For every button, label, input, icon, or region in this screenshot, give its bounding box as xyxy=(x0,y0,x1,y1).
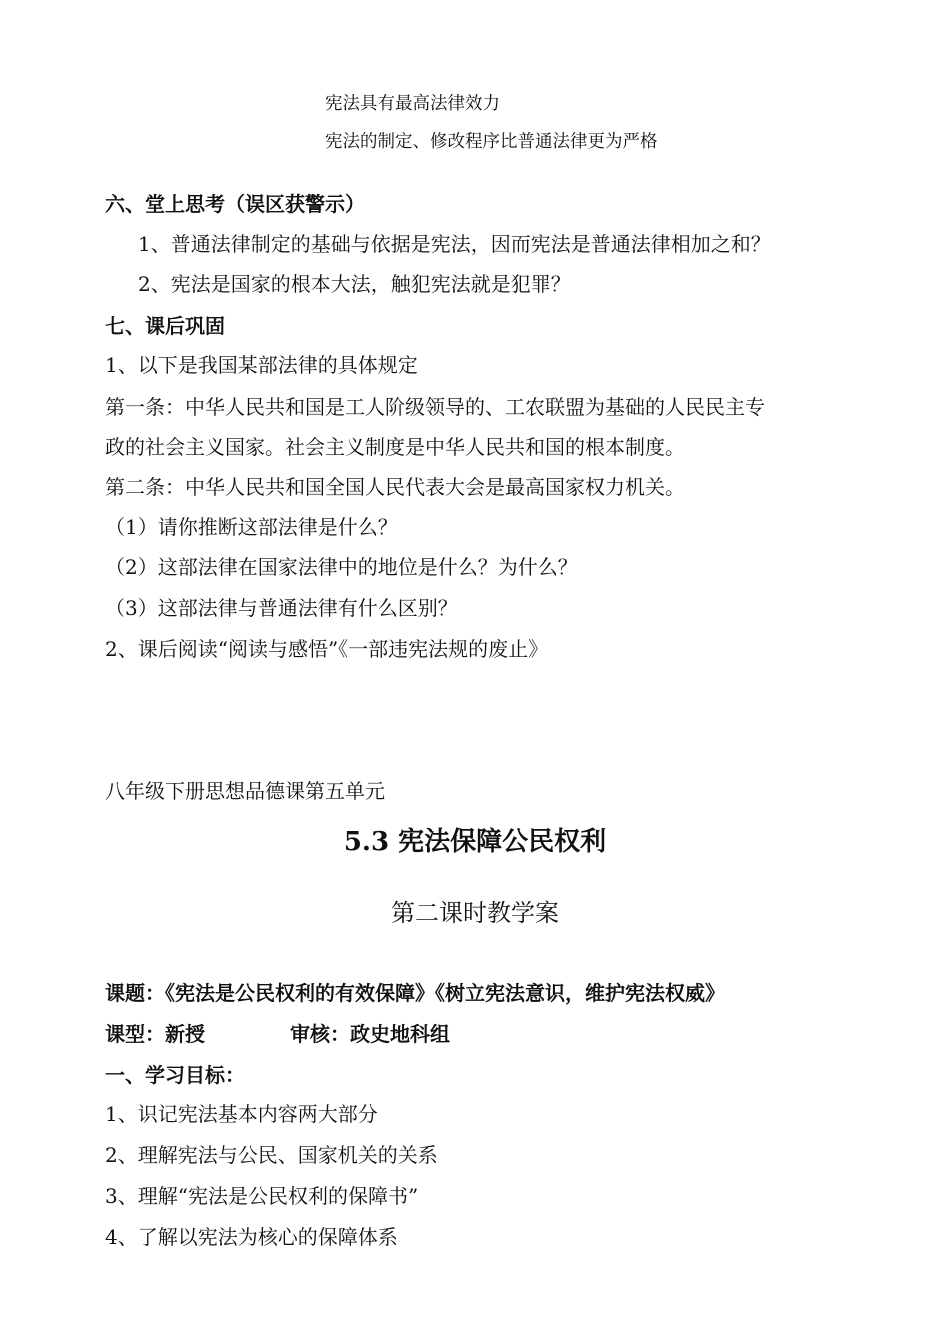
list-item: 2、宪法是国家的根本大法，触犯宪法就是犯罪？ xyxy=(138,272,571,296)
note-line: 宪法的制定、修改程序比普通法律更为严格 xyxy=(325,132,658,152)
sub-question: （1）请你推断这部法律是什么？ xyxy=(105,515,398,539)
lesson-subtitle: 第二课时教学案 xyxy=(391,899,559,927)
question: 2、课后阅读“阅读与感悟”《一部违宪法规的废止》 xyxy=(105,637,549,661)
goal-item: 4、了解以宪法为核心的保障体系 xyxy=(105,1225,398,1249)
lesson-title: 5.3 宪法保障公民权利 xyxy=(343,827,607,857)
article-text: 第二条：中华人民共和国全国人民代表大会是最高国家权力机关。 xyxy=(105,475,685,499)
note-line: 宪法具有最高法律效力 xyxy=(325,94,500,114)
goal-item: 3、理解“宪法是公民权利的保障书” xyxy=(105,1184,419,1208)
unit-label: 八年级下册思想品德课第五单元 xyxy=(105,779,385,803)
course-review: 审核：政史地科组 xyxy=(290,1022,450,1046)
goal-item: 1、识记宪法基本内容两大部分 xyxy=(105,1102,378,1126)
section-heading: 七、课后巩固 xyxy=(105,314,225,338)
article-text: 第一条：中华人民共和国是工人阶级领导的、工农联盟为基础的人民民主专 xyxy=(105,395,765,419)
goal-item: 2、理解宪法与公民、国家机关的关系 xyxy=(105,1143,438,1167)
course-type: 课型：新授 xyxy=(105,1022,205,1046)
section-heading: 一、学习目标： xyxy=(105,1063,245,1087)
list-item: 1、普通法律制定的基础与依据是宪法，因而宪法是普通法律相加之和？ xyxy=(138,232,771,256)
course-topic: 课题：《宪法是公民权利的有效保障》《树立宪法意识，维护宪法权威》 xyxy=(105,981,725,1005)
question-intro: 1、以下是我国某部法律的具体规定 xyxy=(105,353,418,377)
sub-question: （2）这部法律在国家法律中的地位是什么？为什么？ xyxy=(105,555,578,579)
section-heading: 六、堂上思考（误区获警示） xyxy=(105,192,365,216)
sub-question: （3）这部法律与普通法律有什么区别？ xyxy=(105,596,458,620)
article-text: 政的社会主义国家。社会主义制度是中华人民共和国的根本制度。 xyxy=(105,435,685,459)
